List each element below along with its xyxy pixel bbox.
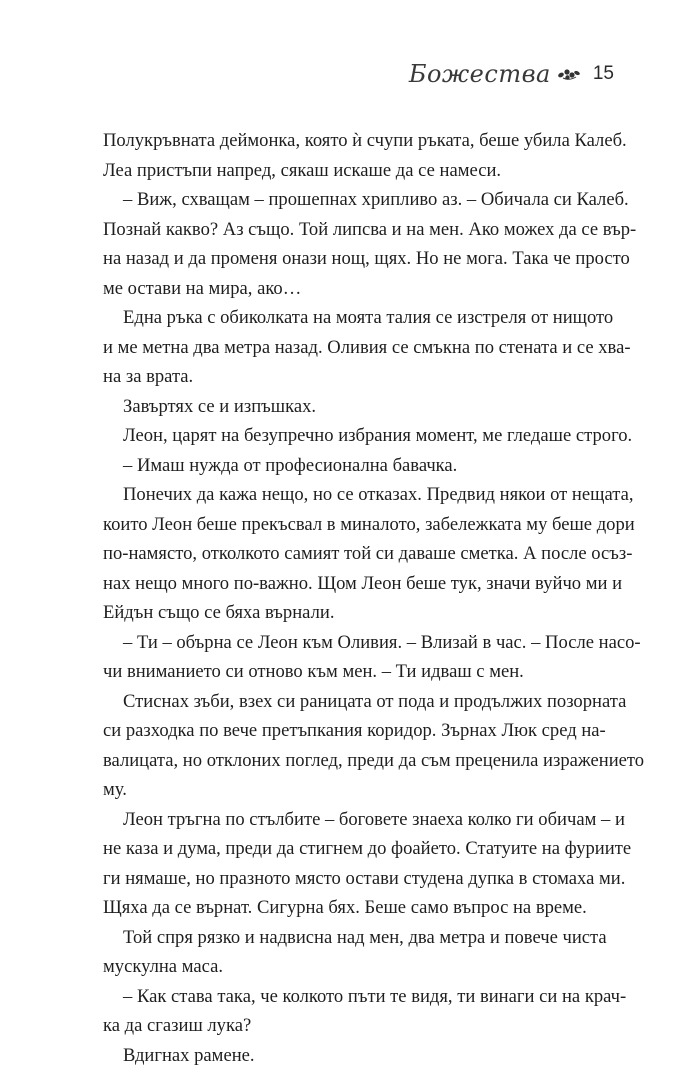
text-line: си разходка по вече претъпкания коридор. Зърнах Люк сред на- xyxy=(103,716,603,746)
text-line: не каза и дума, преди да стигнем до фоайето. Статуите на фуриите xyxy=(103,834,603,864)
text-line: Леа пристъпи напред, сякаш искаше да се намеси. xyxy=(103,156,603,186)
text-line: Ейдън също се бяха върнали. xyxy=(103,598,603,628)
text-line: Понечих да кажа нещо, но се отказах. Предвид някои от нещата, xyxy=(103,480,603,510)
text-line: ме остави на мира, ако… xyxy=(103,274,603,304)
text-line: валицата, но отклоних поглед, преди да съм преценила изражението xyxy=(103,746,603,776)
text-line: Той спря рязко и надвисна над мен, два метра и повече чиста xyxy=(103,923,603,953)
body-text xyxy=(103,126,603,1070)
text-line: по-намясто, отколкото самият той си даваше сметка. А после осъз- xyxy=(103,539,603,569)
running-header xyxy=(409,54,614,94)
text-line: Леон тръгна по стълбите – боговете знаеха колко ги обичам – и xyxy=(103,805,603,835)
text-line: и ме метна два метра назад. Оливия се смъкна по стената и се хва- xyxy=(103,333,603,363)
text-line: Вдигнах рамене. xyxy=(103,1041,603,1070)
text-line: Полукръвната деймонка, която ѝ счупи ръката, беше убила Калеб. xyxy=(103,126,603,156)
text-line: – Виж, схващам – прошепнах хрипливо аз. – Обичала си Калеб. xyxy=(103,185,603,215)
text-line: Стиснах зъби, взех си раницата от пода и продължих позорната xyxy=(103,687,603,717)
book-title: Божества xyxy=(409,60,551,88)
text-line: Една ръка с обиколката на моята талия се изстреля от нищото xyxy=(103,303,603,333)
text-line: – Как става така, че колкото пъти те видя, ти винаги си на крач- xyxy=(103,982,603,1012)
text-line: Познай какво? Аз също. Той липсва и на мен. Ако можех да се вър- xyxy=(103,215,603,245)
text-line: чи вниманието си отново към мен. – Ти идваш с мен. xyxy=(103,657,603,687)
text-line: на назад и да променя онази нощ, щях. Но не мога. Така че просто xyxy=(103,244,603,274)
text-line: нах нещо много по-важно. Щом Леон беше тук, значи вуйчо ми и xyxy=(103,569,603,599)
text-line: ги нямаше, но празното място остави студена дупка в стомаха ми. xyxy=(103,864,603,894)
text-line: – Имаш нужда от професионална бавачка. xyxy=(103,451,603,481)
text-line: на за врата. xyxy=(103,362,603,392)
text-line: Леон, царят на безупречно избрания момент, ме гледаше строго. xyxy=(103,421,603,451)
text-line: ка да сгазиш лука? xyxy=(103,1011,603,1041)
page-number: 15 xyxy=(593,63,614,85)
text-line: – Ти – обърна се Леон към Оливия. – Влизай в час. – После насо- xyxy=(103,628,603,658)
text-line: Щяха да се върнат. Сигурна бях. Беше само въпрос на време. xyxy=(103,893,603,923)
text-line: мускулна маса. xyxy=(103,952,603,982)
text-line: Завъртях се и изпъшках. xyxy=(103,392,603,422)
floral-ornament-icon xyxy=(557,66,581,82)
text-line: му. xyxy=(103,775,603,805)
text-line: които Леон беше прекъсвал в миналото, забележката му беше дори xyxy=(103,510,603,540)
